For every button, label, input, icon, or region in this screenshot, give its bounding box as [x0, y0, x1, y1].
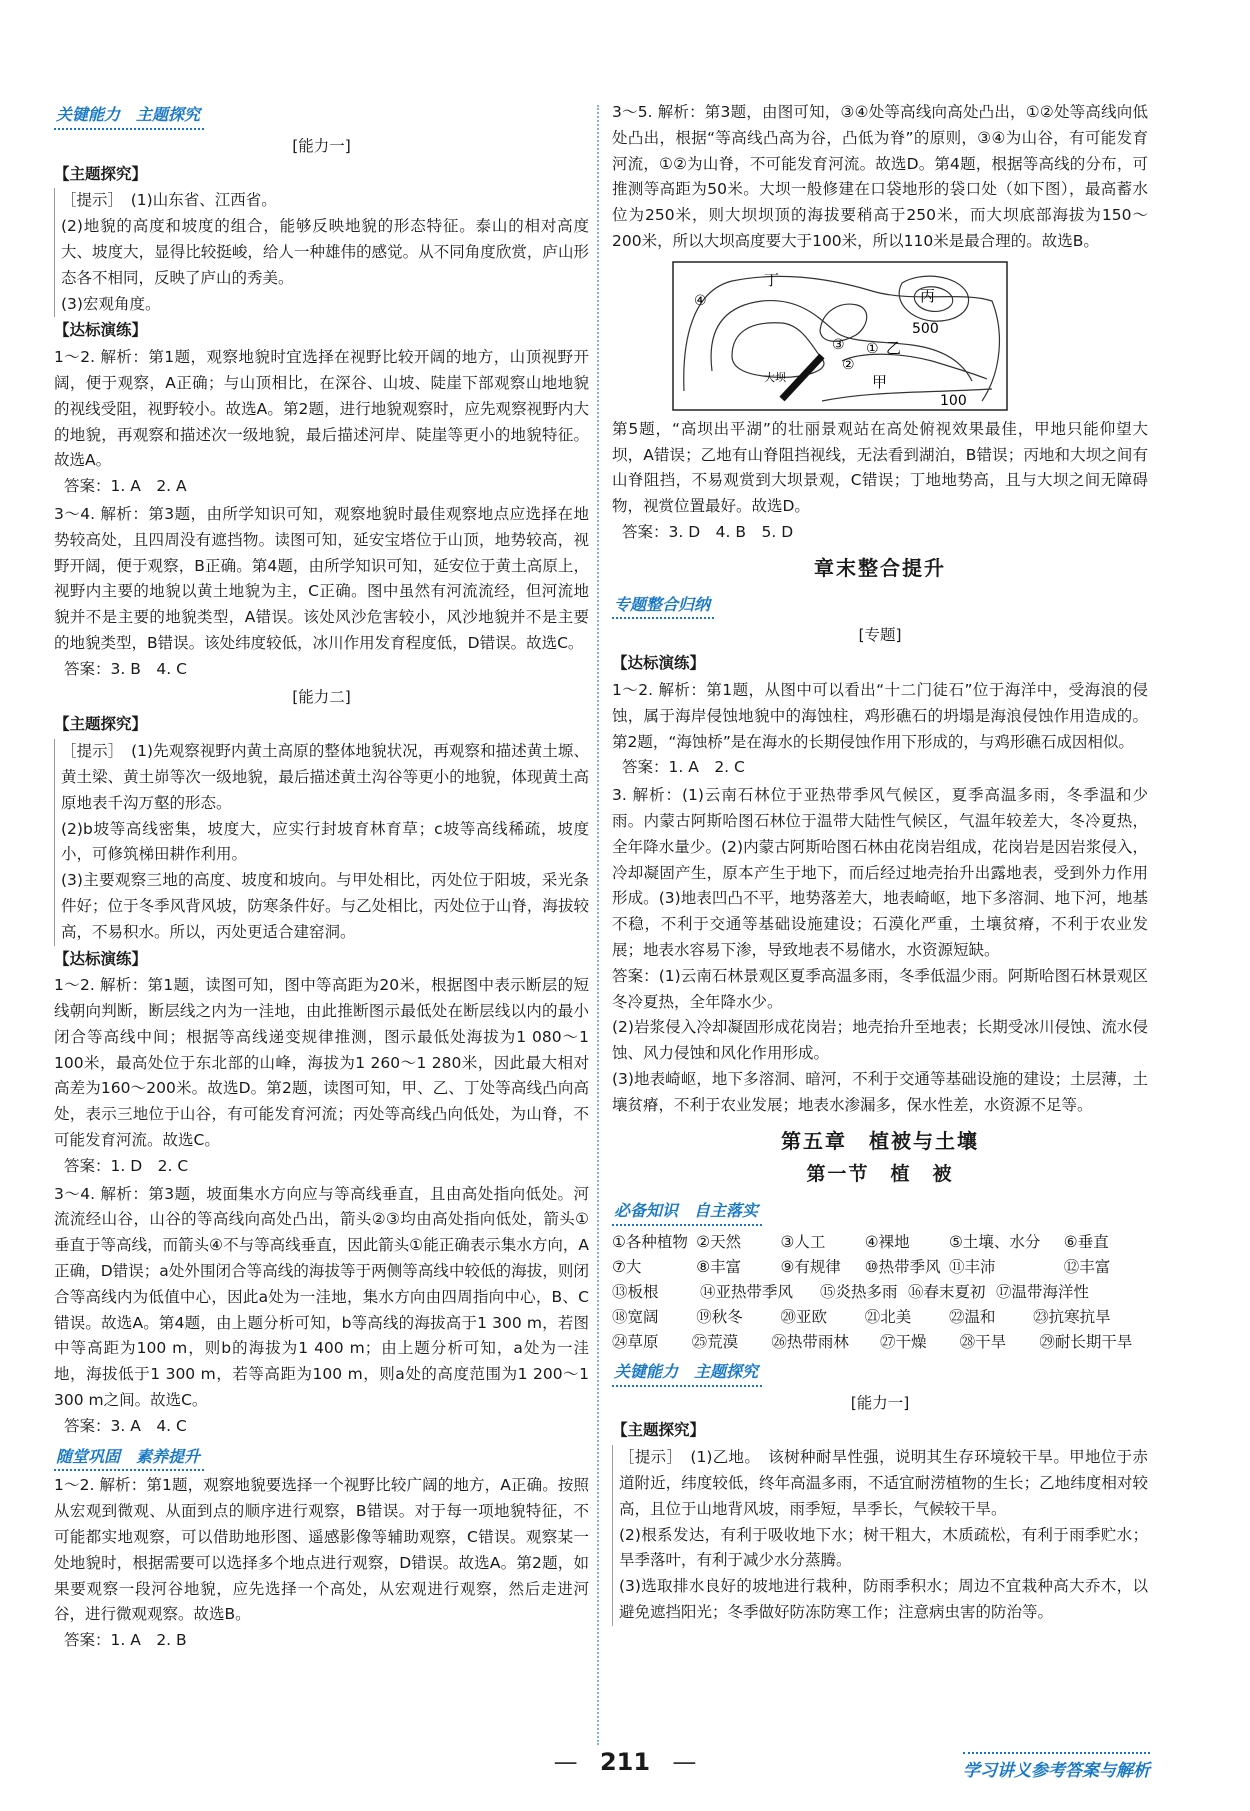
- knowledge-item: ⑭亚热带季风: [700, 1282, 794, 1301]
- knowledge-item: ㉓抗寒抗旱: [1033, 1307, 1111, 1326]
- knowledge-grid: [612, 1230, 1148, 1355]
- hint-paragraph: ［提示］ (1)山东省、江西省。: [54, 188, 589, 214]
- knowledge-row: [612, 1230, 1148, 1255]
- knowledge-item: ⑦大: [612, 1257, 642, 1276]
- map-label-c1: ①: [866, 340, 879, 357]
- knowledge-item: ㉒温和: [948, 1307, 996, 1326]
- knowledge-item: ㉖热带雨林: [771, 1332, 849, 1351]
- contour-map: [672, 261, 1008, 411]
- right-column: [612, 100, 1148, 1626]
- analysis-paragraph: 1～2. 解析：第1题，观察地貌要选择一个视野比较广阔的地方，A正确。按照从宏观到微观、从面到点的顺序进行观察，B错误。对于每一项地貌特征，不可能都实地观察，可以借助地形图、遥感影像等辅助观察，C错误。观察某一处地貌时，根据需要可以选择多个地点进行观察，D错误。故选A。第2题，如果要观察一段河谷地貌，应先选择一个高处，从宏观进行观察，然后走进河谷，进行微观观察。故选B。: [54, 1476, 589, 1624]
- ability-two-heading: [能力二]: [292, 687, 351, 706]
- section-heading-knowledge: 必备知识 自主落实: [612, 1198, 762, 1226]
- analysis-paragraph: 1～2. 解析：第1题，观察地貌时宜选择在视野比较开阔的地方，山顶视野开阔，便于观察，A正确；与山顶相比，在深谷、山坡、陡崖下部观察山地地貌的视线受阻，视野较小。故选A。第2题，进行地貌观察时，应先观察视野内大的地貌，再观察和描述次一级地貌，最后描述河岸、陡崖等更小的地貌特征。故选A。: [54, 348, 589, 470]
- map-label-c3: ③: [832, 336, 845, 353]
- answer-line: 答案：1. D 2. C: [64, 1156, 189, 1175]
- hint-paragraph: (2)地貌的高度和坡度的组合，能够反映地貌的形态特征。泰山的相对高度大、坡度大，显得比较挺峻，给人一种雄伟的感觉。从不同角度欣赏，庐山形态各不相同，反映了庐山的秀美。: [54, 214, 589, 291]
- footer-book-title: 学习讲义参考答案与解析: [963, 1752, 1150, 1781]
- analysis-paragraph: 3. 解析：(1)云南石林位于亚热带季风气候区，夏季高温多雨，冬季温和少雨。内蒙古阿斯哈图石林位于温带大陆性气候区，气温年较差大，冬冷夏热，全年降水量少。(2)内蒙古阿斯哈图石林由花岗岩组成，花岗岩是因岩浆侵入，冷却凝固产生，原本产生于地下，而后经过地壳抬升出露地表，受到外力作用形成。(3)地表凹凸不平，地势落差大，地表崎岖，地下多溶洞、地下河，地基不稳，不利于交通等基础设施建设；石漠化严重，土壤贫瘠，不利于农业发展；地表水容易下渗，导致地表不易储水，水资源短缺。: [612, 786, 1148, 959]
- theme-explore-tag: 【主题探究】: [54, 715, 148, 734]
- knowledge-item: ③人工: [780, 1232, 826, 1251]
- knowledge-item: ⑱宽阔: [612, 1307, 659, 1326]
- left-column: [54, 100, 589, 1656]
- map-label-yi: 乙: [886, 338, 902, 357]
- map-label-jia: 甲: [872, 372, 888, 391]
- analysis-paragraph: 1～2. 解析：第1题，从图中可以看出“十二门徒石”位于海洋中，受海浪的侵蚀，属于海岸侵蚀地貌中的海蚀柱，鸡形礁石的坍塌是海浪侵蚀作用造成的。第2题，“海蚀桥”是在海水的长期侵蚀作用下形成的，与鸡形礁石成因相似。: [612, 680, 1148, 751]
- contour-map-svg: [672, 261, 1008, 411]
- hint-paragraph: (3)宏观角度。: [54, 292, 589, 318]
- practice-tag: 【达标演练】: [54, 949, 148, 968]
- analysis-paragraph: 3～5. 解析：第3题，由图可知，③④处等高线向高处凸出，①②处等高线向低处凸出，根据“等高线凸高为谷，凸低为脊”的原则，③④为山谷，有可能发育河流，①②为山脊，不可能发育河流。故选D。第4题，根据等高线的分布，可推测等高距为50米。大坝一般修建在口袋地形的袋口处（如下图），最高蓄水位为250米，则大坝坝顶的海拔要稍高于250米，而大坝底部海拔为150～200米，所以大坝高度要大于100米，所以110米是最合理的。故选B。: [612, 103, 1148, 250]
- knowledge-item: ④裸地: [864, 1232, 910, 1251]
- knowledge-item: ⑩热带季风: [864, 1257, 941, 1276]
- analysis-paragraph: 1～2. 解析：第1题，读图可知，图中等高距为20米，根据图中表示断层的短线朝向判断，断层线之内为一洼地，由此推断图示最低处在断层线以内的最小闭合等高线中间；根据等高线递变规律推测，图示最低处海拔为1 080～1 100米，最高处位于东北部的山峰，海拔为1 260～1 280米，因此最大相对高差为160～200米。故选D。第2题，读图可知，甲、乙、丁处等高线凸向高处，表示三地位于山谷，有可能发育河流；丙处等高线凸向低处，为山脊，不可能发育河流。故选C。: [54, 976, 589, 1150]
- hint-paragraph: (3)主要观察三地的高度、坡度和坡向。与甲处相比，丙处位于阳坡，采光条件好；位于冬季风背风坡，防寒条件好。与乙处相比，丙处位于山脊，海拔较高，不易积水。所以，丙处更适合建窑洞。: [54, 868, 589, 945]
- answer-line: 答案：3. D 4. B 5. D: [622, 522, 794, 541]
- answer-paragraph: (2)岩浆侵入冷却凝固形成花岗岩；地壳抬升至地表；长期受冰川侵蚀、流水侵蚀、风力侵蚀和风化作用形成。: [612, 1018, 1148, 1063]
- answer-line: 答案：1. A 2. B: [64, 1631, 187, 1650]
- knowledge-item: ⑲秋冬: [696, 1307, 743, 1326]
- answer-line: 答案：3. B 4. C: [64, 659, 187, 678]
- map-label-bing: 丙: [920, 286, 936, 305]
- knowledge-item: ①各种植物: [612, 1232, 688, 1251]
- theme-explore-tag: 【主题探究】: [54, 164, 148, 183]
- hint-paragraph: (3)选取排水良好的坡地进行栽种，防雨季积水；周边不宜栽种高大乔木，以避免遮挡阳光；冬季做好防冻防寒工作；注意病虫害的防治等。: [612, 1574, 1148, 1626]
- footer-dash-right: —: [672, 1748, 697, 1776]
- answer-line: 答案：1. A 2. A: [64, 477, 187, 496]
- knowledge-item: ⑪丰沛: [948, 1257, 996, 1276]
- knowledge-item: ⑫丰富: [1063, 1257, 1111, 1276]
- ability-one-heading: [能力一]: [850, 1393, 910, 1412]
- section-one-title: 第一节 植 被: [806, 1163, 954, 1186]
- section-heading-topic: 专题整合归纳: [612, 592, 714, 620]
- page-number-value: 211: [599, 1748, 651, 1776]
- knowledge-item: ⑧丰富: [696, 1257, 742, 1276]
- analysis-paragraph: 第5题，“高坝出平湖”的壮丽景观站在高处俯视效果最佳，甲地只能仰望大坝，A错误；乙地有山脊阻挡视线，无法看到湖泊，B错误；丙地和大坝之间有山脊阻挡，不易观赏到大坝景观，C错误；丁地地势高，且与大坝之间无障碍物，视赏位置最好。故选D。: [612, 419, 1148, 516]
- map-label-dam: 大坝: [764, 370, 786, 384]
- practice-tag: 【达标演练】: [54, 321, 148, 340]
- footer-dash-left: —: [553, 1748, 578, 1776]
- analysis-paragraph: 3～4. 解析：第3题，坡面集水方向应与等高线垂直，且由高处指向低处。河流流经山谷，山谷的等高线向高处凸出，箭头②③均由高处指向低处，箭头①垂直于等高线，而箭头④不与等高线垂直，因此箭头①能正确表示集水方向，A正确，D错误；a处外围闭合等高线的海拔等于两侧等高线中较低的海拔，则闭合等高线内为低值中心，因此a处为一洼地，集水方向由四周指向中心，B、C错误。故选A。第4题，由上题分析可知，b等高线的海拔高于1 300 m，若图中等高距为100 m，则b的海拔为1 400 m；由上题分析可知，a处为一洼地，海拔低于1 300 m，若等高距为100 m，则a处的高度范围为1 200～1 300 m之间。故选C。: [54, 1184, 589, 1410]
- knowledge-row: [612, 1280, 1148, 1305]
- theme-explore-tag: 【主题探究】: [612, 1421, 706, 1440]
- knowledge-item: ②天然: [696, 1232, 742, 1251]
- knowledge-row: [612, 1305, 1148, 1330]
- knowledge-item: ⑬板根: [612, 1282, 659, 1301]
- knowledge-item: ⑰温带海洋性: [996, 1282, 1090, 1301]
- chapter-five-title: 第五章 植被与土壤: [781, 1128, 979, 1153]
- hint-paragraph: (2)b坡等高线密集，坡度大，应实行封坡育林育草；c坡等高线稀疏，坡度小，可修筑梯田耕作利用。: [54, 817, 589, 869]
- knowledge-item: ⑨有规律: [780, 1257, 841, 1276]
- knowledge-row: [612, 1255, 1148, 1280]
- map-label-100: 100: [940, 392, 967, 409]
- knowledge-item: ⑮炎热多雨: [820, 1282, 898, 1301]
- knowledge-item: ㉙耐长期干旱: [1039, 1332, 1133, 1351]
- knowledge-item: ㉗干燥: [880, 1332, 927, 1351]
- map-label-ding: 丁: [764, 270, 780, 289]
- answer-paragraph: 答案：(1)云南石林景观区夏季高温多雨，冬季低温少雨。阿斯哈图石林景观区冬冷夏热，全年降水少。: [612, 966, 1148, 1011]
- knowledge-item: ⑯春末夏初: [908, 1282, 986, 1301]
- knowledge-row: [612, 1330, 1148, 1355]
- knowledge-item: ㉔草原: [612, 1332, 659, 1351]
- section-heading-key-ability: 关键能力 主题探究: [612, 1359, 762, 1387]
- map-label-500: 500: [912, 320, 939, 337]
- answer-paragraph: (3)地表崎岖，地下多溶洞、暗河，不利于交通等基础设施的建设；土层薄，土壤贫瘠，不利于农业发展；地表水渗漏多，保水性差，水资源不足等。: [612, 1069, 1148, 1114]
- knowledge-item: ㉑北美: [864, 1307, 912, 1326]
- topic-heading: [专题]: [858, 626, 902, 645]
- knowledge-item: ⑤土壤、水分: [948, 1232, 1041, 1251]
- hint-paragraph: (2)根系发达，有利于吸收地下水；树干粗大，木质疏松，有利于雨季贮水；旱季落叶，有利于减少水分蒸腾。: [612, 1523, 1148, 1575]
- knowledge-item: ㉕荒漠: [691, 1332, 739, 1351]
- answer-line: 答案：3. A 4. C: [64, 1416, 187, 1435]
- map-label-c4: ④: [694, 292, 707, 309]
- section-heading-key-ability: 关键能力 主题探究: [54, 102, 204, 130]
- knowledge-item: ⑳亚欧: [780, 1307, 827, 1326]
- chapter-summary-title: 章末整合提升: [814, 555, 946, 580]
- ability-one-heading: [能力一]: [292, 136, 351, 155]
- knowledge-item: ㉘干旱: [959, 1332, 1007, 1351]
- analysis-paragraph: 3～4. 解析：第3题，由所学知识可知，观察地貌时最佳观察地点应选择在地势较高处，且四周没有遮挡物。读图可知，延安宝塔位于山顶，地势较高，视野开阔，便于观察，B正确。第4题，由所学知识可知，延安位于黄土高原上，视野内主要的地貌以黄土地貌为主，C正确。图中虽然有河流流经，但河流地貌并不是主要的地貌类型，A错误。该处风沙危害较小，风沙地貌并不是主要的地貌类型，B错误。该处纬度较低，冰川作用发育程度低，D错误。故选C。: [54, 504, 589, 652]
- answer-line: 答案：1. A 2. C: [622, 758, 745, 777]
- knowledge-item: ⑥垂直: [1063, 1232, 1109, 1251]
- column-divider: [597, 105, 599, 1745]
- hint-paragraph: ［提示］ (1)乙地。 该树种耐旱性强，说明其生存环境较干旱。甲地位于赤道附近，纬度较低，终年高温多雨，不适宜耐涝植物的生长；乙地纬度相对较高，且位于山地背风坡，雨季短，旱季长，气候较干旱。: [612, 1445, 1148, 1522]
- section-heading-consolidation: 随堂巩固 素养提升: [54, 1444, 204, 1472]
- map-label-c2: ②: [842, 356, 855, 373]
- practice-tag: 【达标演练】: [612, 654, 706, 673]
- hint-paragraph: ［提示］ (1)先观察视野内黄土高原的整体地貌状况，再观察和描述黄土塬、黄土梁、黄土峁等次一级地貌，最后描述黄土沟谷等更小的地貌，体现黄土高原地表千沟万壑的形态。: [54, 739, 589, 816]
